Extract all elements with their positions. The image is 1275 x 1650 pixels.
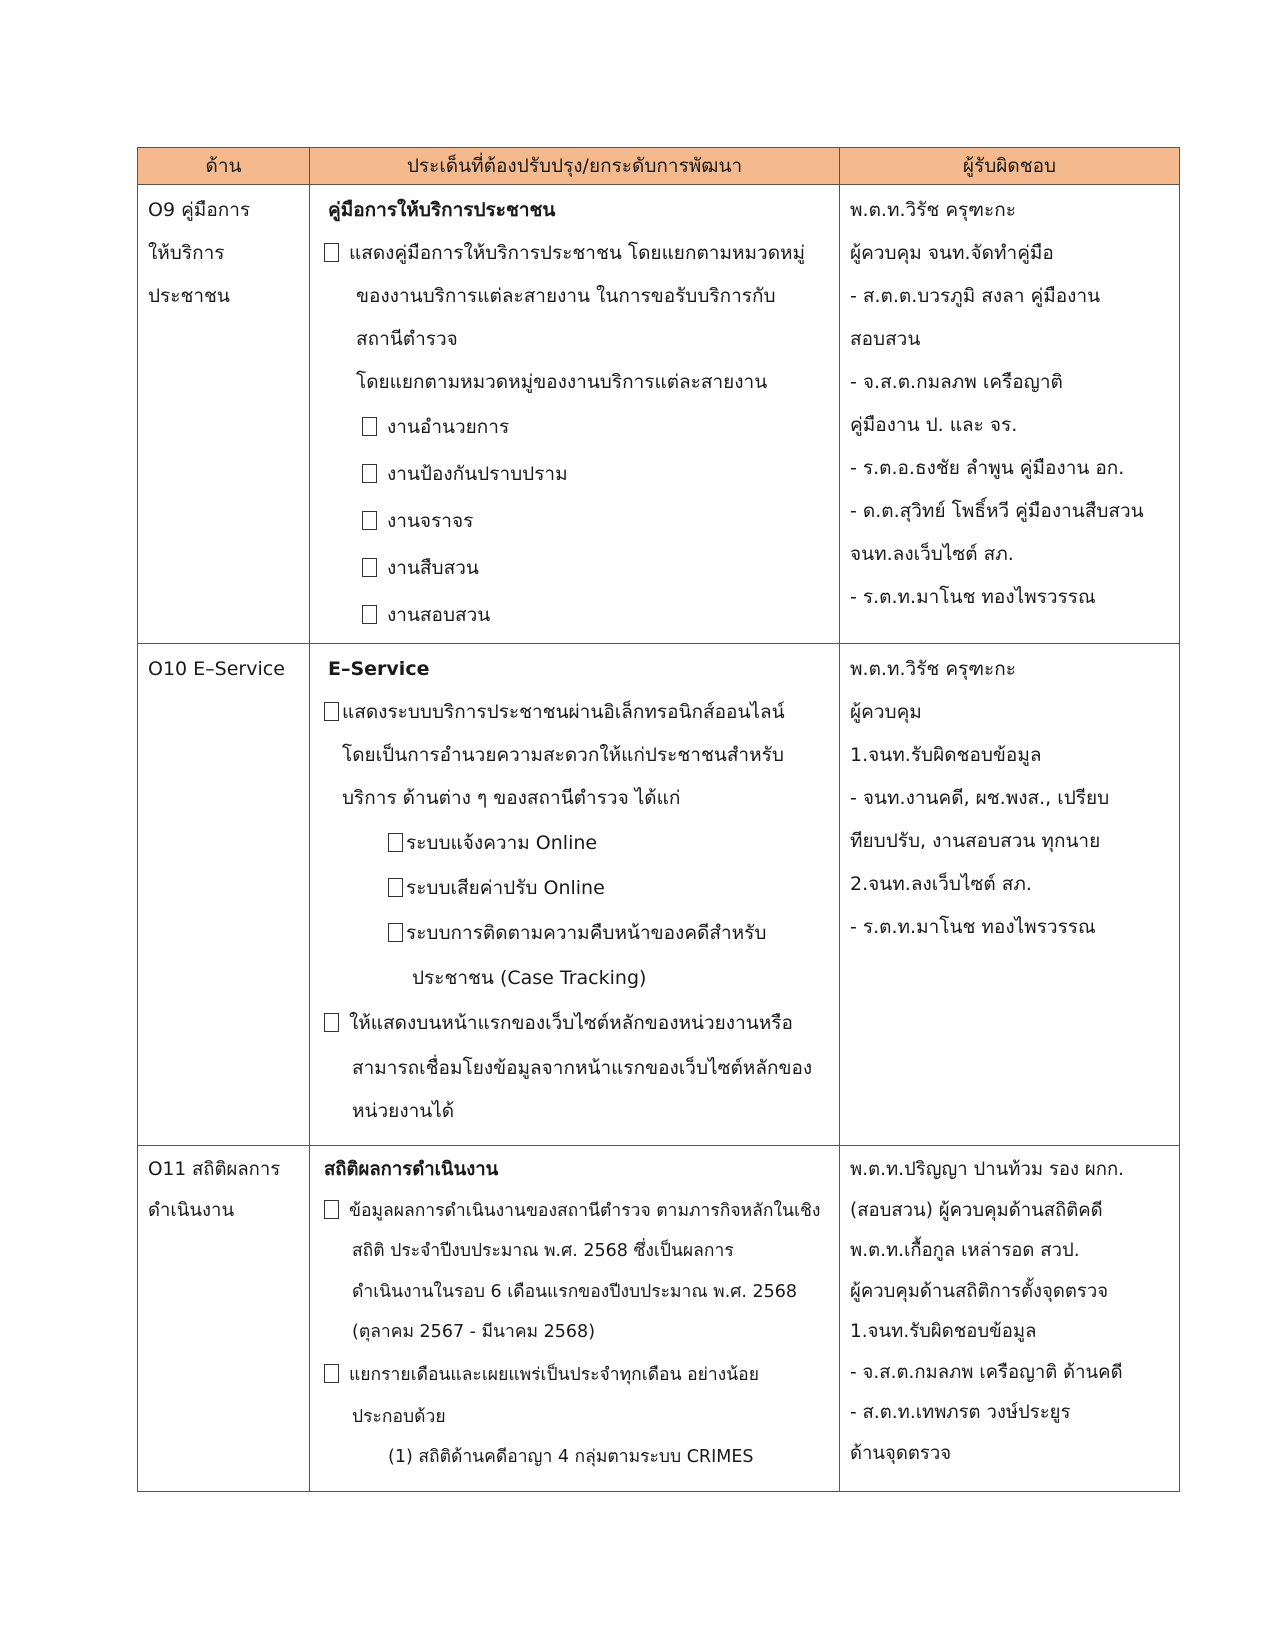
responsible-text: - ส.ต.ท.เทพภรต วงษ์ประยูร — [850, 1402, 1071, 1423]
responsible-text: (สอบสวน) ผู้ควบคุมด้านสถิติคดี — [850, 1199, 1103, 1221]
responsible-text: - ร.ต.ท.มาโนช ทองไพรวรรณ — [850, 916, 1096, 938]
issue-check-label: งานสืบสวน — [387, 557, 479, 579]
issue-text: ดำเนินงานในรอบ 6 เดือนแรกของปีงบประมาณ พ.ศ. 2568 — [352, 1281, 798, 1302]
responsible-text: พ.ต.ท.วิรัช ครุฑะกะ — [850, 658, 1016, 680]
issue-cell — [310, 185, 840, 644]
responsibility-table — [137, 147, 1180, 1492]
responsible-text: - ร.ต.อ.ธงชัย ลำพูน คู่มืองาน อก. — [850, 457, 1125, 479]
issue-title: E–Service — [328, 658, 430, 680]
responsible-text: - ส.ต.ต.บวรภูมิ สงลา คู่มืองาน — [850, 285, 1101, 307]
issue-sub-text: (1) สถิติด้านคดีอาญา 4 กลุ่มตามระบบ CRIMES — [388, 1447, 754, 1467]
issue-cell — [310, 1146, 840, 1492]
responsible-text: ผู้ควบคุมด้านสถิติการตั้งจุดตรวจ — [850, 1280, 1109, 1302]
issue-text: แสดงคู่มือการให้บริการประชาชน โดยแยกตามหมวดหมู่ — [349, 242, 806, 264]
aspect-text: O11 สถิติผลการ — [148, 1159, 281, 1180]
responsible-text: พ.ต.ท.วิรัช ครุฑะกะ — [850, 199, 1016, 221]
header-aspect: ด้าน — [138, 148, 310, 185]
issue-check-continuation: ประชาชน (Case Tracking) — [412, 967, 647, 989]
checkbox-icon[interactable] — [324, 1200, 339, 1219]
header-responsible: ผู้รับผิดชอบ — [840, 148, 1180, 185]
responsible-text: ทียบปรับ, งานสอบสวน ทุกนาย — [850, 830, 1101, 852]
issue-text: แยกรายเดือนและเผยแพร่เป็นประจำทุกเดือน อย่างน้อย — [349, 1364, 759, 1385]
issue-text: โดยเป็นการอำนวยความสะดวกให้แก่ประชาชนสำหรับ — [342, 744, 784, 766]
responsible-text: ผู้ควบคุม จนท.จัดทำคู่มือ — [850, 242, 1054, 264]
issue-text: สถานีตำรวจ — [356, 328, 458, 350]
checkbox-icon[interactable] — [324, 702, 339, 721]
aspect-cell — [138, 185, 310, 644]
checkbox-icon[interactable] — [362, 558, 377, 577]
issue-text: แสดงระบบบริการประชาชนผ่านอิเล็กทรอนิกส์ออนไลน์ — [342, 701, 785, 723]
issue-check-label: งานจราจร — [387, 510, 474, 532]
issue-text: บริการ ด้านต่าง ๆ ของสถานีตำรวจ ได้แก่ — [342, 787, 681, 809]
issue-title: คู่มือการให้บริการประชาชน — [328, 199, 556, 221]
responsible-text: - จ.ส.ต.กมลภพ เครือญาติ — [850, 371, 1063, 393]
issue-check-label: งานอำนวยการ — [387, 416, 510, 438]
issue-check-label: ระบบแจ้งความ Online — [406, 832, 598, 854]
responsible-text: - จนท.งานคดี, ผช.พงส., เปรียบ — [850, 787, 1110, 809]
checkbox-icon[interactable] — [388, 878, 403, 897]
responsible-text: 2.จนท.ลงเว็บไซต์ สภ. — [850, 873, 1032, 895]
responsible-cell — [840, 185, 1180, 644]
issue-text: ข้อมูลผลการดำเนินงานของสถานีตำรวจ ตามภารกิจหลักในเชิง — [349, 1200, 821, 1221]
responsible-text: ด้านจุดตรวจ — [850, 1442, 952, 1464]
issue-text: ประกอบด้วย — [352, 1406, 446, 1427]
issue-text: ให้แสดงบนหน้าแรกของเว็บไซต์หลักของหน่วยงานหรือ — [349, 1012, 793, 1034]
issue-text: สามารถเชื่อมโยงข้อมูลจากหน้าแรกของเว็บไซต์หลักของ — [352, 1057, 813, 1079]
aspect-text: ดำเนินงาน — [148, 1199, 235, 1221]
responsible-cell — [840, 1146, 1180, 1492]
issue-text: หน่วยงานได้ — [352, 1100, 455, 1122]
responsible-text: 1.จนท.รับผิดชอบข้อมูล — [850, 744, 1042, 766]
responsible-text: - จ.ส.ต.กมลภพ เครือญาติ ด้านคดี — [850, 1361, 1123, 1383]
checkbox-icon[interactable] — [362, 605, 377, 624]
header-issue: ประเด็นที่ต้องปรับปรุง/ยกระดับการพัฒนา — [310, 148, 840, 185]
aspect-text: O10 E–Service — [148, 658, 285, 680]
responsible-text: จนท.ลงเว็บไซต์ สภ. — [850, 543, 1014, 565]
responsible-text: 1.จนท.รับผิดชอบข้อมูล — [850, 1321, 1037, 1342]
checkbox-icon[interactable] — [362, 464, 377, 483]
responsible-text: - ร.ต.ท.มาโนช ทองไพรวรรณ — [850, 586, 1096, 608]
responsible-text: พ.ต.ท.เกื้อกูล เหล่ารอด สวป. — [850, 1240, 1080, 1261]
responsible-text: สอบสวน — [850, 328, 921, 350]
issue-text: สถิติ ประจำปีงบประมาณ พ.ศ. 2568 ซึ่งเป็นผลการ — [352, 1241, 734, 1261]
issue-check-label: งานป้องกันปราบปราม — [387, 463, 568, 485]
checkbox-icon[interactable] — [362, 511, 377, 530]
issue-check-label: ระบบการติดตามความคืบหน้าของคดีสำหรับ — [406, 922, 767, 944]
checkbox-icon[interactable] — [324, 1013, 339, 1032]
responsible-text: คู่มืองาน ป. และ จร. — [850, 414, 1018, 436]
issue-check-label: งานสอบสวน — [387, 604, 491, 626]
issue-cell — [310, 644, 840, 1146]
checkbox-icon[interactable] — [388, 923, 403, 942]
aspect-text: O9 คู่มือการ — [148, 199, 251, 221]
issue-text: (ตุลาคม 2567 - มีนาคม 2568) — [352, 1322, 596, 1342]
aspect-text: ประชาชน — [148, 285, 230, 307]
aspect-cell — [138, 644, 310, 1146]
aspect-text: ให้บริการ — [148, 242, 225, 264]
responsible-text: พ.ต.ท.ปริญญา ปานท้วม รอง ผกก. — [850, 1159, 1125, 1180]
responsible-text: - ด.ต.สุวิทย์ โพธิ์หวี คู่มืองานสืบสวน — [850, 500, 1144, 522]
issue-check-label: ระบบเสียค่าปรับ Online — [406, 877, 605, 899]
table-header-row — [138, 148, 1180, 185]
table-row — [138, 1146, 1180, 1492]
responsible-cell — [840, 644, 1180, 1146]
checkbox-icon[interactable] — [362, 417, 377, 436]
aspect-cell — [138, 1146, 310, 1492]
checkbox-icon[interactable] — [324, 243, 339, 262]
issue-text: โดยแยกตามหมวดหมู่ของงานบริการแต่ละสายงาน — [356, 371, 768, 393]
responsible-text: ผู้ควบคุม — [850, 701, 922, 723]
issue-title: สถิติผลการดำเนินงาน — [324, 1159, 499, 1180]
checkbox-icon[interactable] — [324, 1364, 339, 1383]
issue-text: ของงานบริการแต่ละสายงาน ในการขอรับบริการกับ — [356, 285, 776, 307]
table-row — [138, 644, 1180, 1146]
table-row — [138, 185, 1180, 644]
checkbox-icon[interactable] — [388, 833, 403, 852]
